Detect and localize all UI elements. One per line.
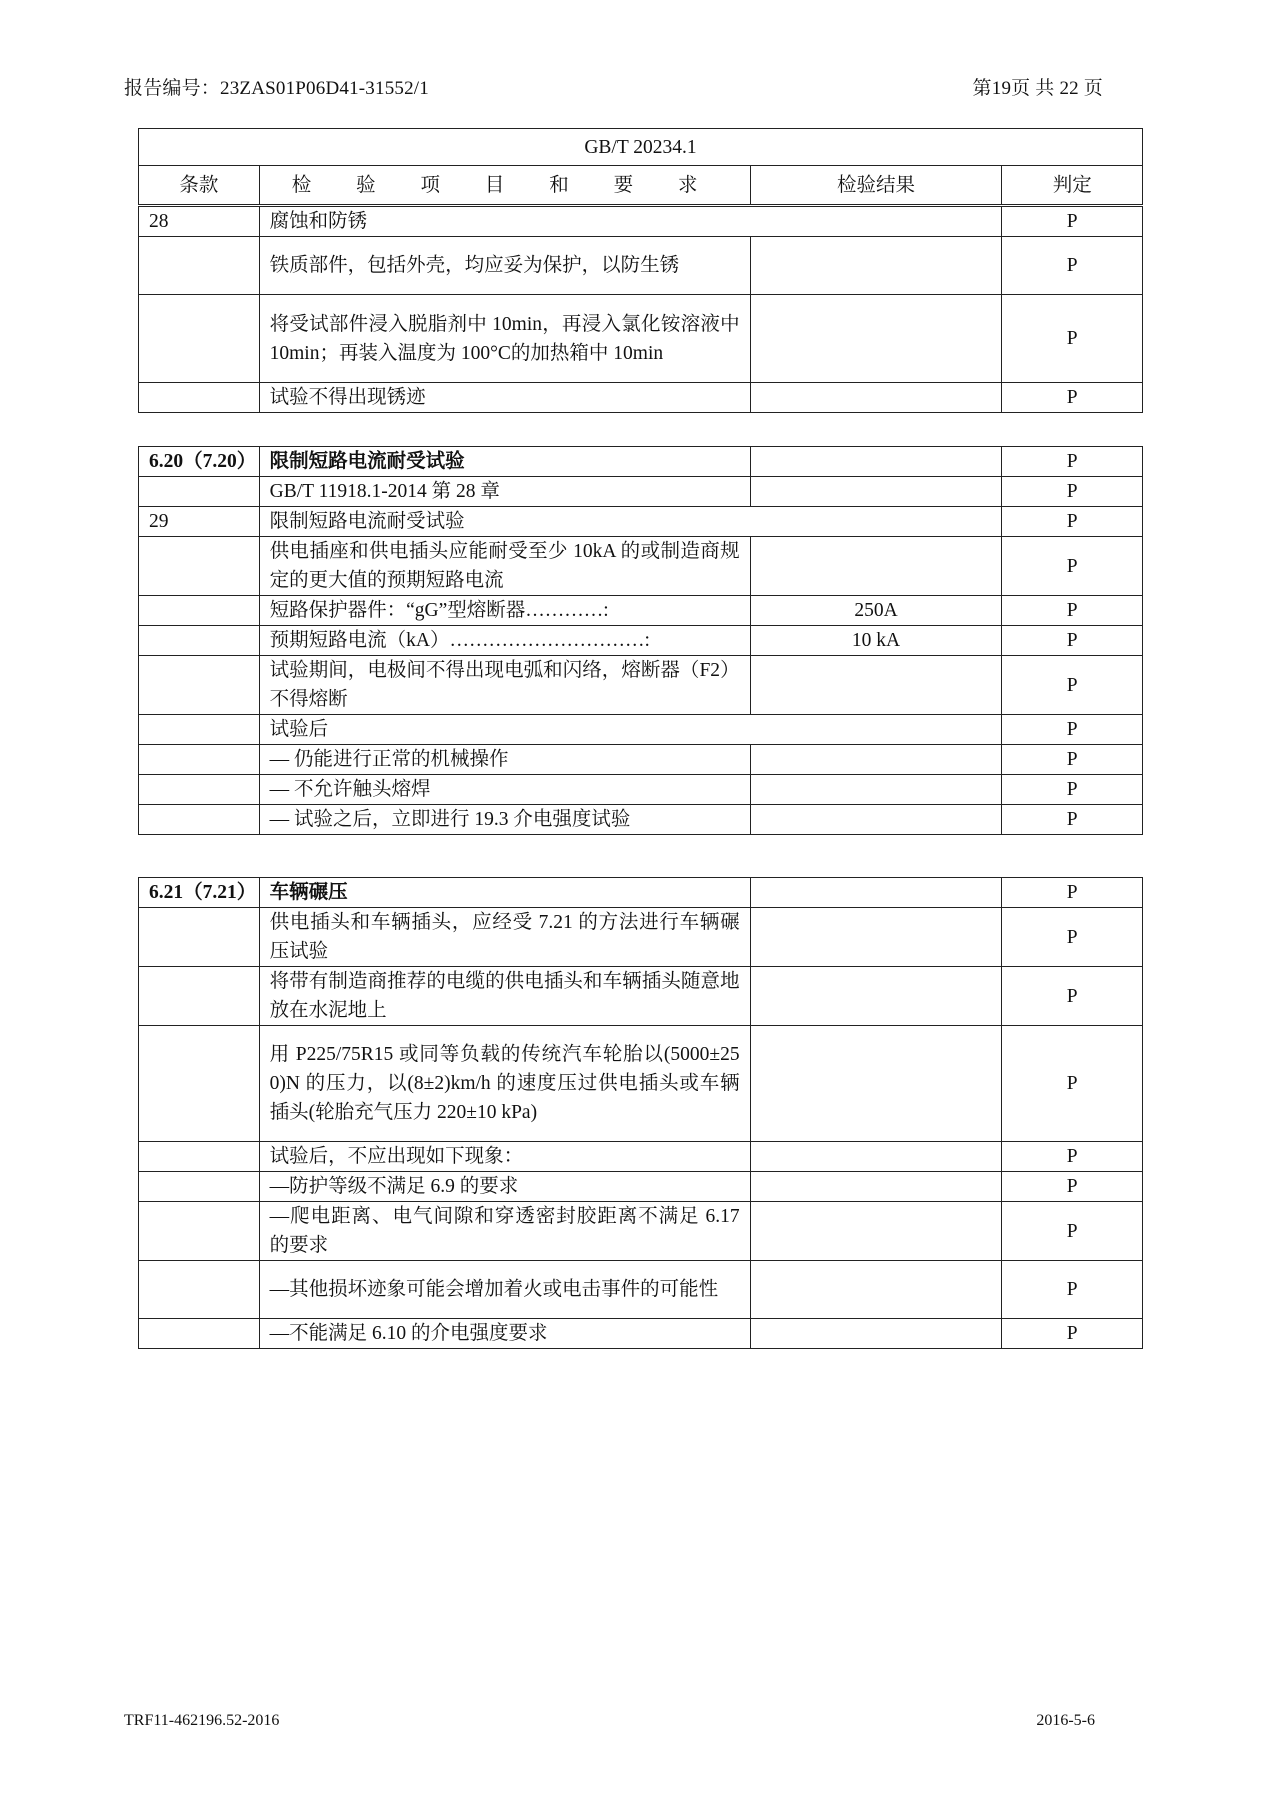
item-cell: — 不允许触头熔焊 — [259, 775, 750, 805]
clause-cell — [139, 1202, 260, 1261]
table-row — [139, 626, 1143, 656]
table-row — [139, 507, 1143, 537]
result-cell: 10 kA — [750, 626, 1002, 656]
verdict-cell: P — [1002, 775, 1143, 805]
clause-cell — [139, 745, 260, 775]
item-cell: —不能满足 6.10 的介电强度要求 — [259, 1319, 750, 1349]
verdict-cell: P — [1002, 1261, 1143, 1319]
result-cell — [750, 775, 1002, 805]
item-cell: 试验不得出现锈迹 — [259, 383, 750, 413]
verdict-cell: P — [1002, 537, 1143, 596]
table-row — [139, 1172, 1143, 1202]
section-28-table — [138, 206, 1143, 413]
item-cell: 试验后，不应出现如下现象： — [259, 1142, 750, 1172]
result-cell — [750, 908, 1002, 967]
result-cell — [750, 805, 1002, 835]
table-row — [139, 295, 1143, 383]
table-row — [139, 908, 1143, 967]
clause-cell — [139, 1172, 260, 1202]
verdict-cell: P — [1002, 237, 1143, 295]
item-cell: 铁质部件，包括外壳，均应妥为保护，以防生锈 — [259, 237, 750, 295]
clause-cell — [139, 1319, 260, 1349]
clause-cell: 6.20（7.20） — [139, 447, 260, 477]
item-cell: 将带有制造商推荐的电缆的供电插头和车辆插头随意地放在水泥地上 — [259, 967, 750, 1026]
item-cell: 试验期间，电极间不得出现电弧和闪络，熔断器（F2）不得熔断 — [259, 656, 750, 715]
table-row — [139, 878, 1143, 908]
item-cell: 限制短路电流耐受试验 — [259, 507, 1002, 537]
table-row — [139, 383, 1143, 413]
standard-title: GB/T 20234.1 — [139, 129, 1143, 166]
item-cell: 短路保护器件：“gG”型熔断器…………: — [259, 596, 750, 626]
verdict-cell: P — [1002, 1172, 1143, 1202]
clause-cell — [139, 626, 260, 656]
verdict-cell: P — [1002, 1142, 1143, 1172]
verdict-cell: P — [1002, 656, 1143, 715]
item-cell: —爬电距离、电气间隙和穿透密封胶距离不满足 6.17 的要求 — [259, 1202, 750, 1261]
result-cell — [750, 1172, 1002, 1202]
clause-cell — [139, 908, 260, 967]
clause-cell — [139, 596, 260, 626]
table-row — [139, 596, 1143, 626]
result-cell — [750, 967, 1002, 1026]
item-cell: —防护等级不满足 6.9 的要求 — [259, 1172, 750, 1202]
table-row — [139, 745, 1143, 775]
item-cell: GB/T 11918.1-2014 第 28 章 — [259, 477, 750, 507]
result-cell — [750, 1261, 1002, 1319]
verdict-cell: P — [1002, 507, 1143, 537]
table-row — [139, 1319, 1143, 1349]
footer-date: 2016-5-6 — [1036, 1712, 1095, 1729]
column-header-item: 检 验 项 目 和 要 求 — [259, 166, 750, 205]
column-header-clause: 条款 — [139, 166, 260, 205]
table-row — [139, 477, 1143, 507]
clause-cell — [139, 805, 260, 835]
result-cell — [750, 1202, 1002, 1261]
item-cell: 用 P225/75R15 或同等负载的传统汽车轮胎以(5000±250)N 的压力，以(8±2)km/h 的速度压过供电插头或车辆插头(轮胎充气压力 220±10 kPa) — [259, 1026, 750, 1142]
result-cell — [750, 477, 1002, 507]
table-row — [139, 775, 1143, 805]
verdict-cell: P — [1002, 207, 1143, 237]
page-number: 第19页 共 22 页 — [972, 78, 1103, 99]
section-6-20-table — [138, 446, 1143, 835]
result-cell — [750, 537, 1002, 596]
form-number: TRF11-462196.52-2016 — [124, 1712, 280, 1729]
verdict-cell: P — [1002, 1319, 1143, 1349]
item-cell: —其他损坏迹象可能会增加着火或电击事件的可能性 — [259, 1261, 750, 1319]
verdict-cell: P — [1002, 383, 1143, 413]
clause-cell — [139, 775, 260, 805]
clause-cell: 28 — [139, 207, 260, 237]
clause-cell — [139, 1142, 260, 1172]
item-cell: 供电插座和供电插头应能耐受至少 10kA 的或制造商规定的更大值的预期短路电流 — [259, 537, 750, 596]
clause-cell — [139, 237, 260, 295]
item-cell: 腐蚀和防锈 — [259, 207, 1002, 237]
result-cell: 250A — [750, 596, 1002, 626]
verdict-cell: P — [1002, 878, 1143, 908]
item-cell: — 试验之后，立即进行 19.3 介电强度试验 — [259, 805, 750, 835]
clause-cell — [139, 715, 260, 745]
section-6-21-table — [138, 877, 1143, 1349]
verdict-cell: P — [1002, 745, 1143, 775]
clause-cell — [139, 537, 260, 596]
verdict-cell: P — [1002, 1026, 1143, 1142]
column-header-verdict: 判定 — [1002, 166, 1143, 205]
verdict-cell: P — [1002, 447, 1143, 477]
verdict-cell: P — [1002, 908, 1143, 967]
result-cell — [750, 1319, 1002, 1349]
table-row — [139, 715, 1143, 745]
result-cell — [750, 447, 1002, 477]
verdict-cell: P — [1002, 596, 1143, 626]
verdict-cell: P — [1002, 967, 1143, 1026]
result-cell — [750, 656, 1002, 715]
clause-cell — [139, 477, 260, 507]
table-row — [139, 967, 1143, 1026]
verdict-cell: P — [1002, 805, 1143, 835]
result-cell — [750, 237, 1002, 295]
verdict-cell: P — [1002, 626, 1143, 656]
table-row — [139, 805, 1143, 835]
clause-cell — [139, 656, 260, 715]
table-row — [139, 656, 1143, 715]
result-cell — [750, 1026, 1002, 1142]
result-cell — [750, 878, 1002, 908]
result-cell — [750, 745, 1002, 775]
verdict-cell: P — [1002, 1202, 1143, 1261]
table-row — [139, 537, 1143, 596]
result-cell — [750, 383, 1002, 413]
table-row — [139, 1142, 1143, 1172]
item-cell: — 仍能进行正常的机械操作 — [259, 745, 750, 775]
table-row — [139, 447, 1143, 477]
table-row — [139, 207, 1143, 237]
column-header-result: 检验结果 — [750, 166, 1002, 205]
item-cell: 供电插头和车辆插头，应经受 7.21 的方法进行车辆碾压试验 — [259, 908, 750, 967]
table-row — [139, 1202, 1143, 1261]
item-cell: 车辆碾压 — [259, 878, 750, 908]
clause-cell: 6.21（7.21） — [139, 878, 260, 908]
table-row — [139, 1026, 1143, 1142]
item-cell: 限制短路电流耐受试验 — [259, 447, 750, 477]
result-cell — [750, 1142, 1002, 1172]
clause-cell — [139, 967, 260, 1026]
table-header-and-clause-28 — [138, 128, 1143, 205]
verdict-cell: P — [1002, 295, 1143, 383]
clause-cell — [139, 1261, 260, 1319]
verdict-cell: P — [1002, 477, 1143, 507]
clause-cell: 29 — [139, 507, 260, 537]
item-cell: 试验后 — [259, 715, 1002, 745]
item-cell: 将受试部件浸入脱脂剂中 10min，再浸入氯化铵溶液中 10min；再装入温度为 100°C的加热箱中 10min — [259, 295, 750, 383]
report-number: 报告编号：23ZAS01P06D41-31552/1 — [124, 78, 429, 99]
clause-cell — [139, 295, 260, 383]
clause-cell — [139, 383, 260, 413]
verdict-cell: P — [1002, 715, 1143, 745]
table-row — [139, 237, 1143, 295]
table-row — [139, 1261, 1143, 1319]
item-cell: 预期短路电流（kA）…………………………: — [259, 626, 750, 656]
result-cell — [750, 295, 1002, 383]
clause-cell — [139, 1026, 260, 1142]
